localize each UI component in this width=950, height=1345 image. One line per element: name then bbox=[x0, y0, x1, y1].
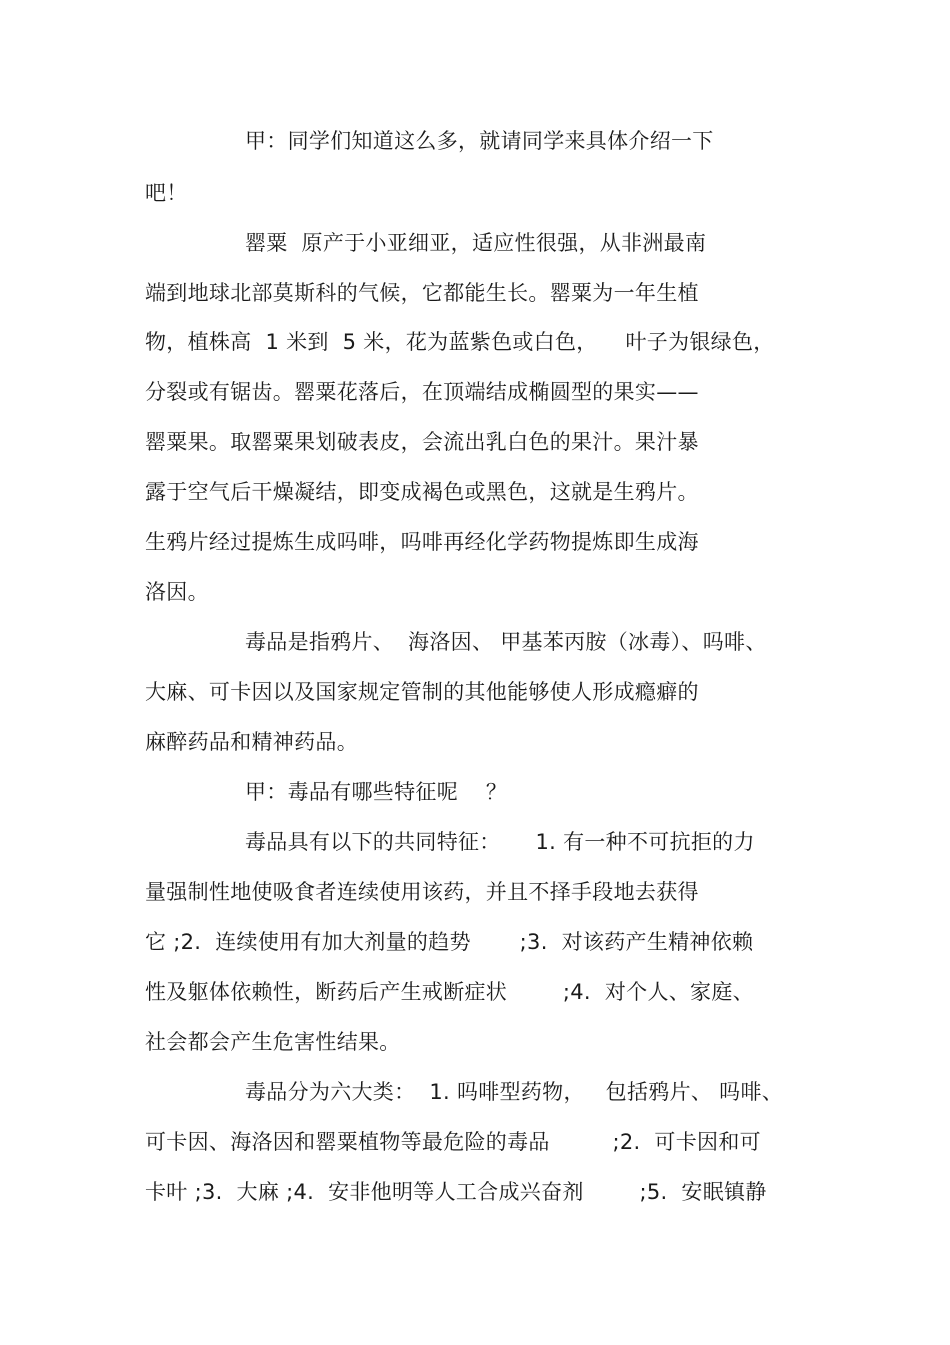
paragraph-line: 物，植株高 1 米到 5 米，花为蓝紫色或白色， 叶子为银绿色， bbox=[145, 330, 775, 354]
paragraph-line: 甲：毒品有哪些特征呢 ？ bbox=[245, 780, 508, 804]
paragraph-line: 罂粟 原产于小亚细亚，适应性很强，从非洲最南 bbox=[245, 231, 707, 255]
paragraph-line: 它 ;2. 连续使用有加大剂量的趋势 ;3. 对该药产生精神依赖 bbox=[145, 930, 754, 954]
paragraph-line: 露于空气后干燥凝结，即变成褐色或黑色，这就是生鸦片。 bbox=[145, 480, 699, 504]
paragraph-line: 分裂或有锯齿。罂粟花落后，在顶端结成椭圆型的果实—— bbox=[145, 380, 699, 404]
paragraph-line: 端到地球北部莫斯科的气候，它都能生长。罂粟为一年生植 bbox=[145, 281, 699, 305]
paragraph-line: 性及躯体依赖性，断药后产生戒断症状 ;4. 对个人、家庭、 bbox=[145, 980, 754, 1004]
paragraph-line: 社会都会产生危害性结果。 bbox=[145, 1030, 401, 1054]
paragraph-line: 吧！ bbox=[145, 181, 188, 205]
paragraph-line: 毒品具有以下的共同特征： 1. 有一种不可抗拒的力 bbox=[245, 830, 755, 854]
paragraph-line: 生鸦片经过提炼生成吗啡，吗啡再经化学药物提炼即生成海 bbox=[145, 530, 699, 554]
paragraph-line: 罂粟果。取罂粟果划破表皮，会流出乳白色的果汁。果汁暴 bbox=[145, 430, 699, 454]
paragraph-line: 可卡因、海洛因和罂粟植物等最危险的毒品 ;2. 可卡因和可 bbox=[145, 1130, 761, 1154]
paragraph-line: 卡叶 ;3. 大麻 ;4. 安非他明等人工合成兴奋剂 ;5. 安眠镇静 bbox=[145, 1180, 767, 1204]
paragraph-line: 甲：同学们知道这么多，就请同学来具体介绍一下 bbox=[245, 129, 714, 153]
paragraph-line: 大麻、可卡因以及国家规定管制的其他能够使人形成瘾癖的 bbox=[145, 680, 699, 704]
paragraph-line: 毒品分为六大类： 1. 吗啡型药物， 包括鸦片、 吗啡、 bbox=[245, 1080, 784, 1104]
paragraph-line: 毒品是指鸦片、 海洛因、 甲基苯丙胺（冰毒）、吗啡、 bbox=[245, 630, 767, 654]
paragraph-line: 洛因。 bbox=[145, 580, 209, 604]
paragraph-line: 量强制性地使吸食者连续使用该药，并且不择手段地去获得 bbox=[145, 880, 699, 904]
paragraph-line: 麻醉药品和精神药品。 bbox=[145, 730, 358, 754]
